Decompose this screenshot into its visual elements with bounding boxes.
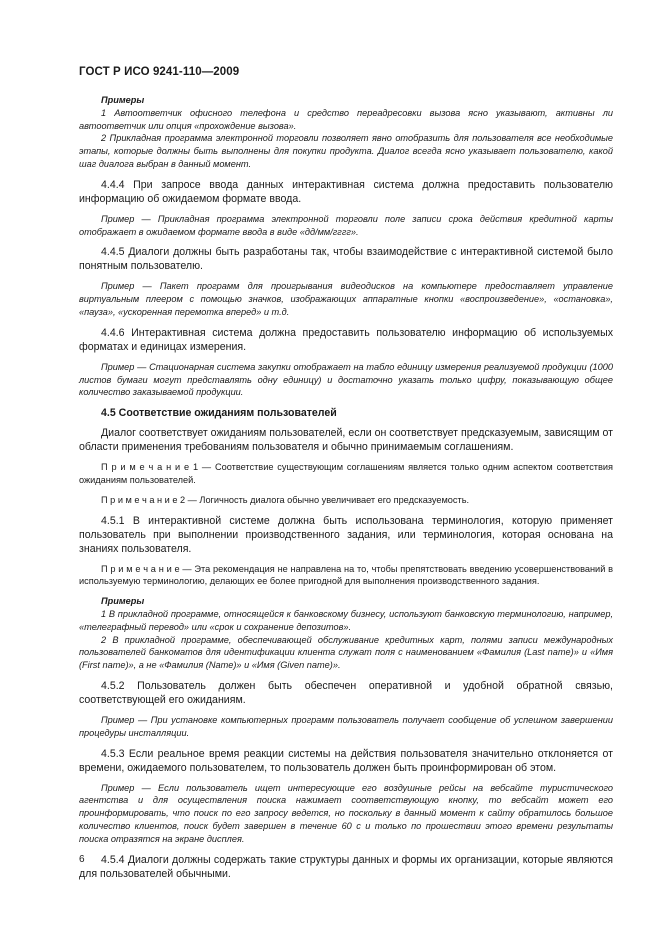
- paragraph: 4.5.4 Диалоги должны содержать такие структуры данных и формы их организации, которые являются для пользователей обычными.: [79, 853, 613, 880]
- paragraph: 4.5.3 Если реальное время реакции системы на действия пользователя значительно отклоняется от времени, ожидаемого пользователем, то пользователь должен быть проинформирован об этом.: [79, 747, 613, 774]
- note-paragraph: П р и м е ч а н и е — Эта рекомендация не направлена на то, чтобы препятствовать введению усовершенствований в используемую терминологию, делающих ее более пригодной для выполнения производственного задания.: [79, 563, 613, 587]
- examples-heading: Примеры: [101, 95, 145, 105]
- example-paragraph: Пример — Прикладная программа электронной торговли поле записи срока действия кредитной карты отображает в ожидаемом формате ввода в виде «дд/мм/гггг».: [79, 213, 613, 237]
- example-paragraph: Пример — Если пользователь ищет интересующие его воздушные рейсы на вебсайте туристического агентства и для осуществления поиска нажимает соответствующую кнопку, то вебсайт может его проинформировать, что поиск по его запросу ведется, но поскольку в данный момент к сайту обратилось большое количество клиентов, поиск будет завершен в течение 60 с и только по прошествии этого времени результаты поиска отразятся на экране дисплея.: [79, 782, 613, 844]
- example-paragraph: Пример — Пакет программ для проигрывания видеодисков на компьютере предоставляет управление виртуальным плеером с помощью значков, изображающих аппаратные кнопки «воспроизведение», «остановка», «пауза», «ускоренная перемотка вперед» и т.д.: [79, 281, 613, 317]
- document-header: ГОСТ Р ИСО 9241-110—2009: [79, 66, 240, 78]
- note-paragraph: П р и м е ч а н и е 1 — Соответствие существующим соглашениям является только одним аспектом соответствия ожиданиям пользователей.: [79, 462, 613, 485]
- example-paragraph: Пример — Стационарная система закупки отображает на табло единицу измерения реализуемой продукции (1000 листов бумаги могут представлять одну единицу) и достаточно указать только цифру, показывающую общее количество заказываемой продукции.: [79, 361, 613, 398]
- page-number: 6: [79, 854, 85, 865]
- paragraph: 4.5.1 В интерактивной системе должна быть использована терминология, которую применяет пользователь при выполнении производственного задания, или терминология, которая основана на знаниях пользователя.: [79, 514, 613, 555]
- paragraph: Диалог соответствует ожиданиям пользователей, если он соответствует предсказуемым, зависящим от области применения требованиям пользователя и обычно принимаемым соглашениям.: [79, 427, 613, 454]
- example-item: 2 В прикладной программе, обеспечивающей обслуживание кредитных карт, полями записи международных пользователей банкоматов для идентификации клиента служат поля с наименованием «Фамилия (Last name)» и «Имя (First name)», а не «Фамилия (Name)» и «Имя (Given name)».: [79, 634, 613, 671]
- example-item: 1 В прикладной программе, относящейся к банковскому бизнесу, используют банковскую терминологию, например, «телеграфный перевод» или «срок и сохранение депозитов».: [79, 608, 613, 632]
- paragraph: 4.4.6 Интерактивная система должна предоставить пользователю информацию об используемых форматах и единицах измерения.: [79, 326, 613, 353]
- example-item: 2 Прикладная программа электронной торговли позволяет явно отобразить для пользователя все необходимые этапы, которые должны быть выполнены для покупки продукта. Диалог всегда ясно указывает пользователю, какой шаг диалога выбран в данный момент.: [79, 133, 613, 169]
- paragraph: 4.4.4 При запросе ввода данных интерактивная система должна предоставить пользователю информацию об ожидаемом формате ввода.: [79, 178, 613, 205]
- example-item: 1 Автоответчик офисного телефона и средство переадресовки вызова ясно указывают, активны ли автоответчик или опция «прохождение вызова».: [79, 107, 613, 131]
- examples-heading: Примеры: [101, 596, 145, 607]
- paragraph: 4.4.5 Диалоги должны быть разработаны так, чтобы взаимодействие с интерактивной системой было понятным пользователю.: [79, 246, 613, 273]
- section-heading: 4.5 Соответствие ожиданиям пользователей: [101, 407, 337, 420]
- note-paragraph: П р и м е ч а н и е 2 — Логичность диалога обычно увеличивает его предсказуемость.: [101, 494, 470, 505]
- paragraph: 4.5.2 Пользователь должен быть обеспечен оперативной и удобной обратной связью, соответствующей его ожиданиям.: [79, 679, 613, 706]
- document-body: [79, 94, 613, 888]
- example-paragraph: Пример — При установке компьютерных программ пользователь получает сообщение об успешном завершении процедуры инсталляции.: [79, 714, 613, 738]
